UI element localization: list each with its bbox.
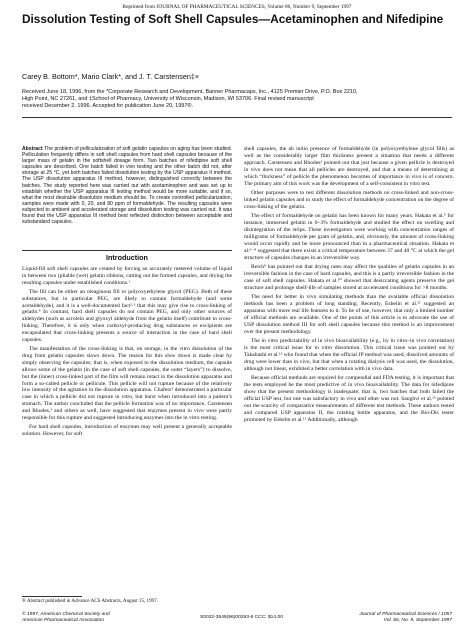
received-info <box>22 89 462 109</box>
abstract-text: The problem of pellicularization of soft gelatin capsules on aging has been studied. Pelliculation frequently differs in soft shell capsules from hard shell capsules because of the larger mass of gelatin in the softshell dosage form. Two batches of nifedipine soft shell capsules are described. One batch failed in vivo testing and the other batch did not, after storage at 25 °C, yet both batches failed dissolution testing by the USP apparatus II method. The USP dissolution apparatus III method, however, distinguished correctly between the batches. The study reported here was carried out with acetaminophen and was set up to establish whether the USP apparatus III testing method would be more suitable, and if so, what the most desirable dissolution medium should be. To create controlled pellicularization, samples were made with 0, 20, and 80 ppm of formaldehyde. The resulting capsules were subjected to ambient and accelerated storage and dissolution testing was carried out. It was found that the USP apparatus III method best reflected distinction between acceptable and substandard capsules. <box>22 146 232 226</box>
article-title: Dissolution Testing of Soft Shell Capsules—Acetaminophen and Nifedipine <box>22 12 444 26</box>
received-line-3: received December 2, 1996. Accepted for publication June 20, 1997®. <box>22 102 193 109</box>
copyright-line-1: © 1997, American Chemical Society and <box>22 612 110 617</box>
abstract-label: Abstract <box>22 146 43 152</box>
abstract <box>22 146 232 225</box>
intro-paragraph: Liquid-fill soft shell capsules are created by forcing an accurately metered volume of liquid in between two (pliable (wet) gelatin ribbons, cutting out the formed capsules, and drying the resulting capsules under established conditions.¹ <box>22 266 232 286</box>
body-paragraph: Because official methods are required for compendial and FDA testing, it is important that the tests employed be the most predictive of in vivo bioavailability. The data for nifedipine show that the present methodology is inadequate; that is, two batches that both failed the official USP test, but one was satisfactory in vivo and other was not. Sanghvi et al.¹³ pointed out the scarcity of comparative measurements of different test methods. These authors tested and compared USP apparatus II, the rotating bottle apparatus, and the Bio-Dis tester promoted by Esbelin et al.¹¹ Additionally, although <box>244 375 454 423</box>
copyright-line-2: American Pharmaceutical Association <box>22 618 104 623</box>
introduction-heading: Introduction <box>106 253 148 262</box>
body-paragraph: The need for better in vivo simulating methods than the available official dissolution methods has been a problem of long standing. Recently, Esbelin et al.¹¹ suggested an apparatus with more real life features to it. To be of use, however, that only a limited number of official methods are available. One of the points of this article is to advocate the use of USP dissolution method III for soft shell capsules because this method is an improvement over the present methodology. <box>244 294 454 335</box>
footnote: ® Abstract published in Advance ACS Abstracts, August 15, 1997. <box>22 598 159 604</box>
doi-code: S0022-3549(96)00263-6 CCC: $14.00 <box>200 615 283 620</box>
received-line-1: Received June 18, 1996, from the *Corporate Research and Development, Banner Pharmacaps, Inc., 4125 Premier Drive, P.O. Box 2210, <box>22 89 358 95</box>
journal-citation <box>322 612 452 624</box>
copyright-notice <box>22 612 162 624</box>
introduction-body <box>22 266 232 440</box>
page-footer <box>22 612 452 626</box>
journal-citation-line-2: Vol. 86, No. 9, September 1997 <box>383 618 452 623</box>
reprint-notice: Reprinted from JOURNAL OF PHARMACEUTICAL SCIENCES, Volume 86, Number 9, September 1997 <box>122 4 352 10</box>
received-line-2: High Point, NC 27261, and ‡School of Pharmacy, University of Wisconsin, Madison, WI 53706. Final revised manuscript <box>22 95 314 102</box>
intro-paragraph: The fill can be either an oleaginous fill or polyoxyethylene glycol (PEG). Both of these substances, but in particular PEG, are likely to contain formaldehyde (and some acetaldehyde), and it is a well-documented fact²·³ that this may give rise to cross-linking of gelatin.⁴ In contrast, hard shell capsules do not contain PEG, and only other sources of aldehydes (such as acrolein and glyoxyl aldehyde from the gelatin itself) contribute to cross-linking. Therefore, it is only when carboxyl-producing drug substances or excipients are encapsulated that cross-linking presents a source of interaction in the case of hard shell capsules. <box>22 288 232 344</box>
header-rule <box>22 117 452 118</box>
body-paragraph: shell capsules, the ab initio presence of formaldehyde (in polyoxyethylene glycol fills) as well as the considerably larger film thickness present a situation that needs a different approach. Carstensen and Rhodes³ pointed out that just because a given pellicle is destroyed in vivo does not mean that all pellicles are destroyed, and that a means of determining at which “thickness” of pellicle the phenomenon becomes of importance in vivo is of concern. The primary aim of this work was the development of a self-consistent in vitro test. <box>244 146 454 187</box>
footnote-rule <box>22 596 82 597</box>
body-paragraph: Reich⁹ has pointed out that drying rates may affect the qualities of gelatin capsules in an irreversible fashion in the case of hard capsules, and this is a partly irreversible fashion in the case of soft shell capsules. Hakata et al.¹⁰ showed that desiccating agents preserve the gel structure and prolonge shelf-life of samples stored at accelerated conditions for >8 months. <box>244 264 454 291</box>
journal-citation-line-1: Journal of Pharmaceutical Sciences / 1057 <box>359 612 452 617</box>
right-column <box>244 146 454 426</box>
body-paragraph: The in vitro predictability of in vivo bioavailability (e.g., by in vitro–in vivo correlation) is the most critical issue for in vitro dissolution. This critical issue was pointed out by Takahashi et al.¹² who found that when the official JP method was used, dissolved amounts of drug were lower than in vivo, but that when a rotating dialysis cell was used, the dissolution, although not linear, exhibited a better correlation with in vivo data. <box>244 338 454 372</box>
intro-paragraph: For hard shell capsules, introduction of enzymes may well present a generally acceptable solution. However, for soft <box>22 423 232 437</box>
body-paragraph: Other purposes were to test different dissolution methods on cross-linked and non-cross-linked gelatin capsules and to study the effect of formaldehyde concentration on the degree of cross-linking of the gelatin. <box>244 189 454 210</box>
intro-paragraph: The manifestation of the cross-linking is that, on storage, in the vitro dissolution of the drug from gelatin capsules slows down. The reason for this slow down is made clear by simply observing the capsules; that is, when exposed to the dissolution medium, the capsule allows some of the gelatin (in the case of soft shell capsules, the outer “layers”) to dissolve, but the (inner) cross-linked part of the film will remain intact in the dissolution apparatus and form a so-called pellicle or pellicule. This pellicle will not rupture because of the relatively low intensity of the agitation in the dissolution apparatus. Chafetz² demonstrated a particular case in which a pellicle did not rupture in vitro, but burst when introduced into a patient’s stomach. The author concluded that the pellicle formation was of no importance. Carstensen and Rhodes,³ and others as well, have suggested that enzymes present in vivo were partly responsible for this rupture and suggested introducing enzymes into the in vitro testing. <box>22 345 232 422</box>
author-line: Carey B. Bottom*, Mario Clark*, and J. T. Carstensen‡× <box>22 72 200 81</box>
body-paragraph: The effect of formaldehyde on gelatin has been known for many years. Hakata et al.⁵ for instance, immersed gelatin in 0–3% formaldehyde and studied the effect on swelling and disintegration of the strips. These investigators were working with concentration ranges of milligrams of formaldehyde per gram of gelatin, and, obviously, the amount of cross-linking would occur rapidly and be more pronounced than in a pharmaceutical situation. Hakata et al.⁶⁻⁸ suggested that there exists a critical temperature between 37 and 40 °C at which the gel structure of capsules changes in an irreversible way. <box>244 213 454 261</box>
abstract-rule <box>22 250 232 251</box>
